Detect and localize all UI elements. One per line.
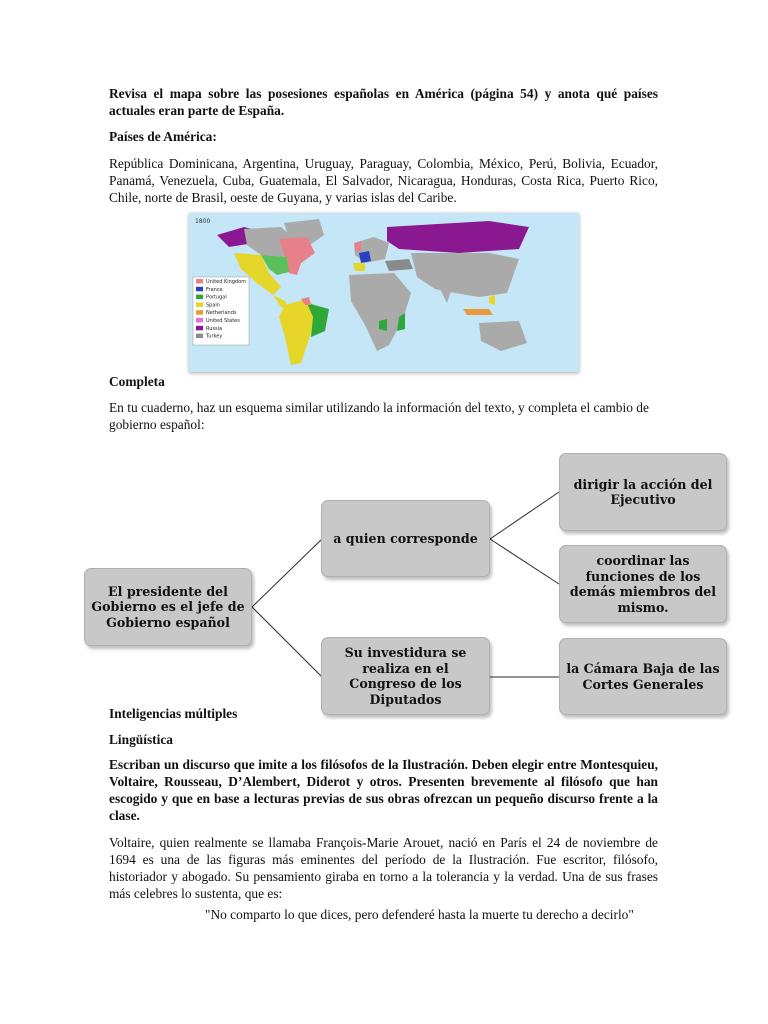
diagram-root-node: El presidente del Gobierno es el jefe de Gobierno español [84,568,252,646]
linguistica-heading: Lingüística [109,732,173,747]
legend-label: Spain [206,302,220,309]
completa-instruction: En tu cuaderno, haz un esquema similar utilizando la información del texto, y completa el cambio de gobierno español: [109,400,649,432]
connector-root-to-bottom [252,607,322,677]
completa-heading: Completa [109,374,165,389]
diagram-node-investidura: Su investidura se realiza en el Congreso de los Diputados [321,637,490,715]
diagram-node-coordinar: coordinar las funciones de los demás miembros del mismo. [559,545,727,623]
legend-label: Portugal [206,294,227,301]
countries-text: República Dominicana, Argentina, Uruguay, Paraguay, Colombia, México, Perú, Bolivia, Ecuador, Panamá, Venezuela, Cuba, Guatemala, El Salvador, Nicaragua, Honduras, Costa Rica, Puerto Rico, Chile, norte de Brasil, oeste de Guyana, y varias islas del Caribe. [109,156,658,205]
legend-label: Turkey [206,333,223,340]
voltaire-quote: "No comparto lo que dices, pero defenderé hasta la muerte tu derecho a decirlo" [205,907,634,922]
diagram-node-camara-baja: la Cámara Baja de las Cortes Generales [559,638,727,715]
discurso-task: Escriban un discurso que imite a los filósofos de la Ilustración. Deben elegir entre Montesquieu, Voltaire, Rousseau, D’Alembert, Diderot y otros. Presenten brevemente al filósofo que han escogido y que en base a lecturas previas de sus obras ofrezcan un pequeño discurso frente a la clase. [109,757,658,823]
legend-label: France [206,286,223,293]
inteligencias-heading: Inteligencias múltiples [109,706,238,721]
map-year: 1800 [195,218,211,225]
legend-label: United Kingdom [206,279,247,285]
legend-label: United States [206,318,240,324]
countries-heading: Países de América: [109,129,217,144]
diagram-node-dirigir: dirigir la acción del Ejecutivo [559,453,727,531]
map-instruction: Revisa el mapa sobre las posesiones españolas en América (página 54) y anota qué países actuales eran parte de España. [109,86,658,118]
connector-top-to-right-1 [490,492,559,539]
connector-root-to-top [252,539,322,607]
voltaire-paragraph: Voltaire, quien realmente se llamaba François-Marie Arouet, nació en París el 24 de noviembre de 1694 es una de las figuras más eminentes del período de la Ilustración. Fue escritor, filósofo, historiador y abogado. Su pensamiento giraba en torno a la tolerancia y la verdad. Una de sus frases más celebres lo sustenta, que es: [109,835,658,901]
diagram-node-a-quien-corresponde: a quien corresponde [321,500,490,577]
legend-label: Russia [206,325,223,332]
legend-label: Netherlands [206,310,237,317]
connector-top-to-right-2 [490,539,559,584]
